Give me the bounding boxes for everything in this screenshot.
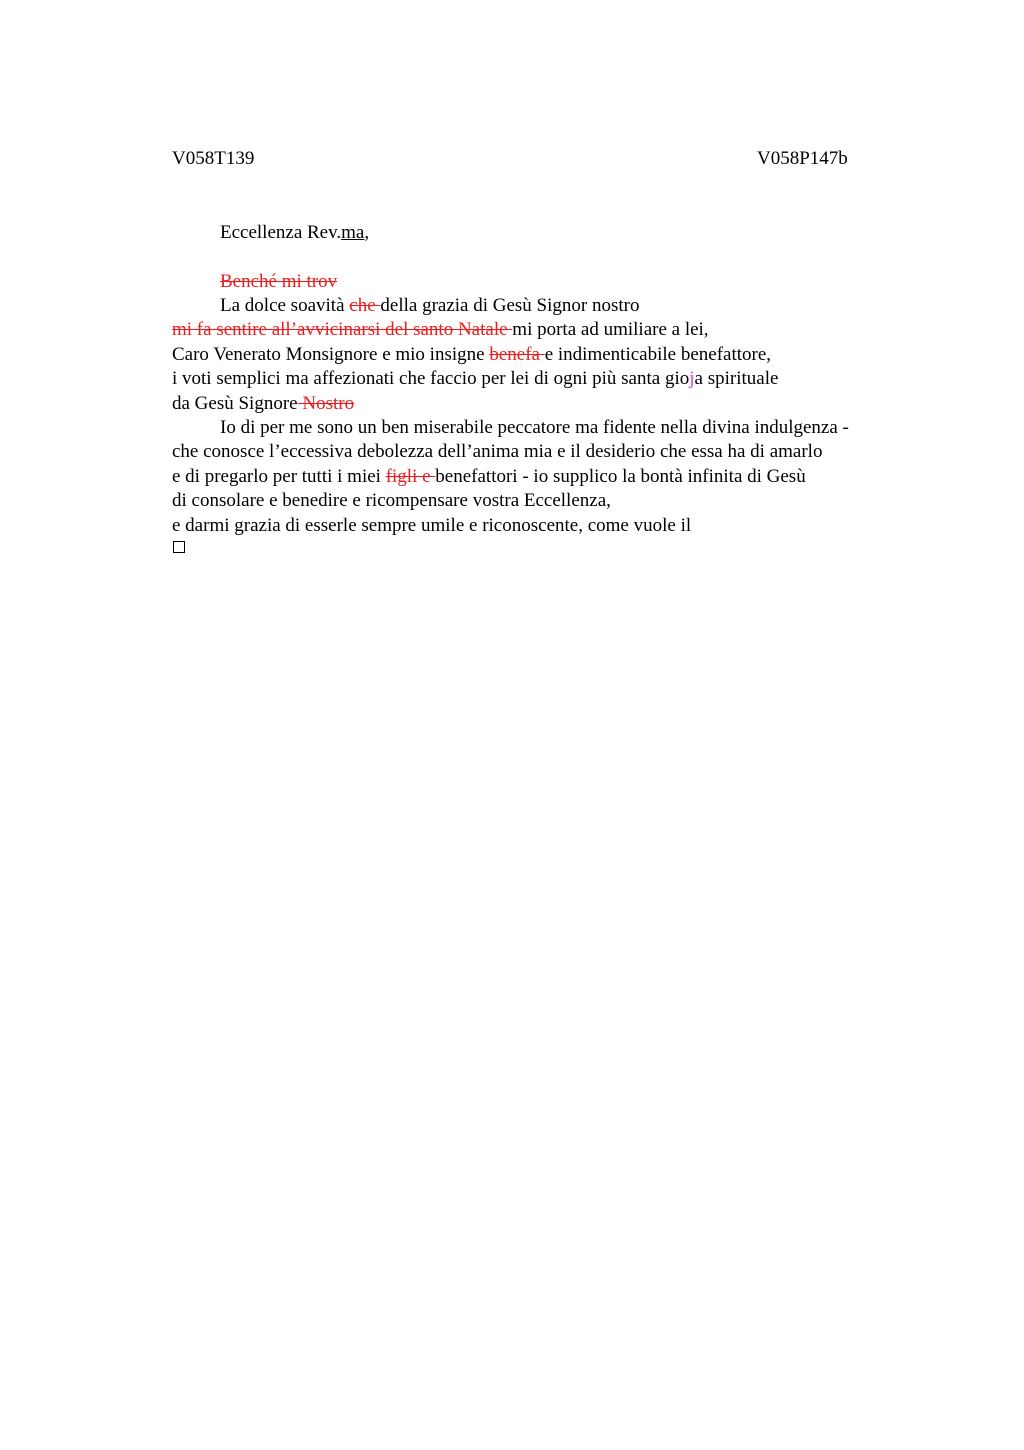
line-text: Io di per me sono un ben miserabile peccatore ma fidente nella divina indulgenza - bbox=[220, 417, 849, 438]
empty-checkbox-icon bbox=[173, 541, 185, 553]
text-line-8 bbox=[172, 440, 822, 464]
deleted-text: Benché mi trov bbox=[220, 271, 338, 292]
deleted-text: figli e bbox=[385, 466, 436, 487]
line-text: di consolare e benedire e ricompensare vostra Eccellenza, bbox=[172, 490, 611, 511]
text-line-2 bbox=[220, 294, 639, 318]
line-text: e indimenticabile benefattore, bbox=[544, 344, 772, 365]
line-text: i voti semplici ma affezionati che faccio per lei di ogni più santa gio bbox=[172, 368, 690, 389]
text-line-1 bbox=[220, 270, 337, 294]
text-line-11 bbox=[172, 514, 691, 538]
line-text: da Gesù Signore bbox=[172, 393, 298, 414]
salutation bbox=[220, 221, 369, 245]
deleted-text: benefa bbox=[489, 344, 545, 365]
line-text: e darmi grazia di esserle sempre umile e riconoscente, come vuole il bbox=[172, 515, 692, 536]
deleted-text: che bbox=[349, 295, 381, 316]
text-line-5 bbox=[172, 367, 778, 391]
line-text: a spirituale bbox=[694, 368, 779, 389]
text-line-10 bbox=[172, 489, 611, 513]
line-text: La dolce soavità bbox=[220, 295, 350, 316]
line-text: Caro Venerato Monsignore e mio insigne bbox=[172, 344, 490, 365]
salutation-comma: , bbox=[364, 222, 370, 243]
deleted-text: mi fa sentire all’avvicinarsi del santo Natale bbox=[172, 319, 513, 340]
salutation-text: Eccellenza Rev. bbox=[220, 222, 342, 243]
text-line-7 bbox=[220, 416, 849, 440]
line-text: che conosce l’eccessiva debolezza dell’anima mia e il desiderio che essa ha di amarlo bbox=[172, 441, 823, 462]
deleted-text: Nostro bbox=[297, 393, 355, 414]
line-text: mi porta ad umiliare a lei, bbox=[512, 319, 709, 340]
line-text: della grazia di Gesù Signor nostro bbox=[380, 295, 640, 316]
line-text: benefattori - io supplico la bontà infinita di Gesù bbox=[435, 466, 806, 487]
text-line-9 bbox=[172, 465, 806, 489]
header-right-code: V058P147b bbox=[757, 148, 848, 169]
line-text: e di pregarlo per tutti i miei bbox=[172, 466, 386, 487]
text-line-4 bbox=[172, 343, 771, 367]
header-left-code: V058T139 bbox=[172, 148, 255, 169]
text-line-6 bbox=[172, 392, 354, 416]
inserted-text: j bbox=[689, 368, 695, 389]
text-line-3 bbox=[172, 318, 709, 342]
salutation-underlined: ma bbox=[341, 222, 365, 243]
